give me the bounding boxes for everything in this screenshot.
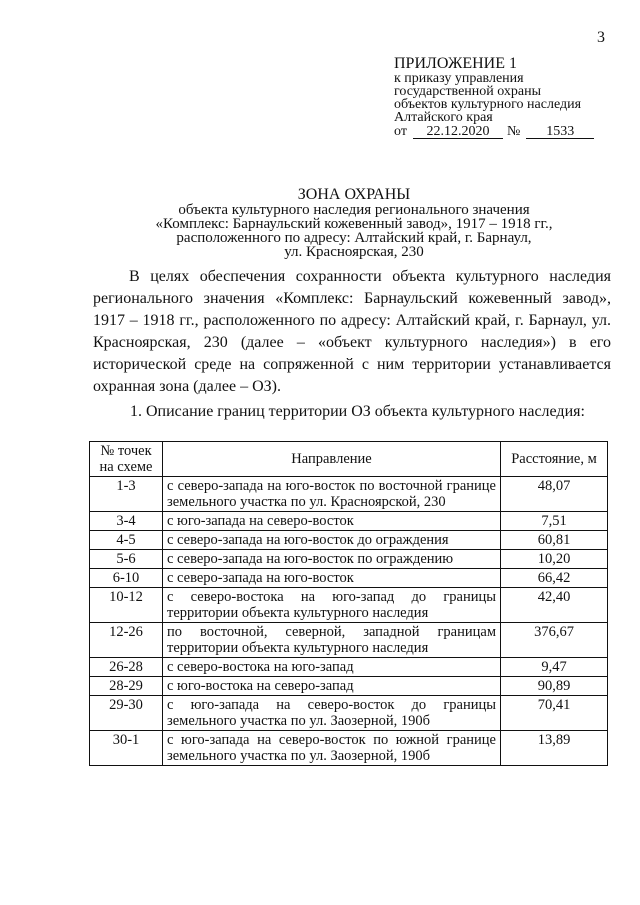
section-heading: 1. Описание границ территории ОЗ объекта культурного наследия: <box>130 403 585 420</box>
cell-distance: 7,51 <box>501 512 608 531</box>
cell-points: 30-1 <box>90 731 163 766</box>
table-row <box>90 569 608 588</box>
cell-distance: 376,67 <box>501 623 608 658</box>
zone-title: ЗОНА ОХРАНЫ <box>297 186 411 203</box>
cell-distance: 70,41 <box>501 696 608 731</box>
cell-direction: с юго-запада на северо-восток до границы земельного участка по ул. Заозерной, 190б <box>163 696 501 731</box>
order-date: 22.12.2020 <box>413 125 503 139</box>
table-header-row <box>90 442 608 477</box>
cell-distance: 90,89 <box>501 677 608 696</box>
cell-points: 29-30 <box>90 696 163 731</box>
cell-points: 28-29 <box>90 677 163 696</box>
order-number: 1533 <box>526 125 594 139</box>
cell-points: 5-6 <box>90 550 163 569</box>
appendix-line: Алтайского края <box>394 110 493 125</box>
title-line: «Комплекс: Барнаульский кожевенный завод», 1917 – 1918 гг., <box>155 216 553 232</box>
cell-distance: 60,81 <box>501 531 608 550</box>
cell-points: 26-28 <box>90 658 163 677</box>
cell-direction: по восточной, северной, западной границам территории объекта культурного наследия <box>163 623 501 658</box>
cell-points: 3-4 <box>90 512 163 531</box>
table-row <box>90 658 608 677</box>
cell-direction: с юго-востока на северо-запад <box>163 677 501 696</box>
page-number: 3 <box>597 29 605 46</box>
title-line: объекта культурного наследия регионального значения <box>178 202 530 218</box>
cell-direction: с северо-востока на юго-запад <box>163 658 501 677</box>
header-points: № точек на схеме <box>90 442 163 477</box>
cell-points: 1-3 <box>90 477 163 512</box>
appendix-date-line <box>394 125 594 139</box>
table-row <box>90 512 608 531</box>
number-sign: № <box>506 124 521 139</box>
cell-direction: с юго-запада на северо-восток <box>163 512 501 531</box>
header-direction: Направление <box>163 442 501 477</box>
cell-distance: 48,07 <box>501 477 608 512</box>
appendix-line: государственной охраны <box>394 84 542 99</box>
cell-distance: 66,42 <box>501 569 608 588</box>
cell-points: 12-26 <box>90 623 163 658</box>
appendix-title: ПРИЛОЖЕНИЕ 1 <box>394 55 518 72</box>
cell-direction: с северо-запада на юго-восток <box>163 569 501 588</box>
table-row <box>90 531 608 550</box>
cell-direction: с северо-запада на юго-восток по ограждению <box>163 550 501 569</box>
header-distance: Расстояние, м <box>501 442 608 477</box>
table-row <box>90 731 608 766</box>
cell-points: 4-5 <box>90 531 163 550</box>
boundary-table <box>89 441 608 766</box>
cell-direction: с северо-востока на юго-запад до границы территории объекта культурного наследия <box>163 588 501 623</box>
cell-points: 10-12 <box>90 588 163 623</box>
cell-direction: с юго-запада на северо-восток по южной границе земельного участка по ул. Заозерной, 190б <box>163 731 501 766</box>
table-row <box>90 550 608 569</box>
cell-distance: 42,40 <box>501 588 608 623</box>
cell-distance: 13,89 <box>501 731 608 766</box>
table-row <box>90 477 608 512</box>
cell-distance: 9,47 <box>501 658 608 677</box>
appendix-block <box>394 55 594 139</box>
table-row <box>90 588 608 623</box>
intro-paragraph-block <box>93 266 611 398</box>
intro-paragraph: В целях обеспечения сохранности объекта культурного наследия регионального значения «Комплекс: Барнаульский кожевенный завод», 1917 – 1918 гг., расположенного по адресу: Алтайский край, г. Барнаул, ул. Красноярская, 230 (далее – «объект культурного наследия») в его исторической среде на сопряженной с ним территории устанавливается охранная зона (далее – ОЗ). <box>93 268 611 395</box>
date-prefix: от <box>394 124 407 139</box>
table-row <box>90 696 608 731</box>
cell-points: 6-10 <box>90 569 163 588</box>
cell-distance: 10,20 <box>501 550 608 569</box>
document-title <box>120 186 588 259</box>
title-line: расположенного по адресу: Алтайский край, г. Барнаул, <box>176 230 532 246</box>
cell-direction: с северо-запада на юго-восток по восточной границе земельного участка по ул. Красноярской, 230 <box>163 477 501 512</box>
table-row <box>90 677 608 696</box>
title-line: ул. Красноярская, 230 <box>284 244 424 260</box>
table-row <box>90 623 608 658</box>
cell-direction: с северо-запада на юго-восток до ограждения <box>163 531 501 550</box>
appendix-line: к приказу управления <box>394 71 524 86</box>
appendix-line: объектов культурного наследия <box>394 97 582 112</box>
